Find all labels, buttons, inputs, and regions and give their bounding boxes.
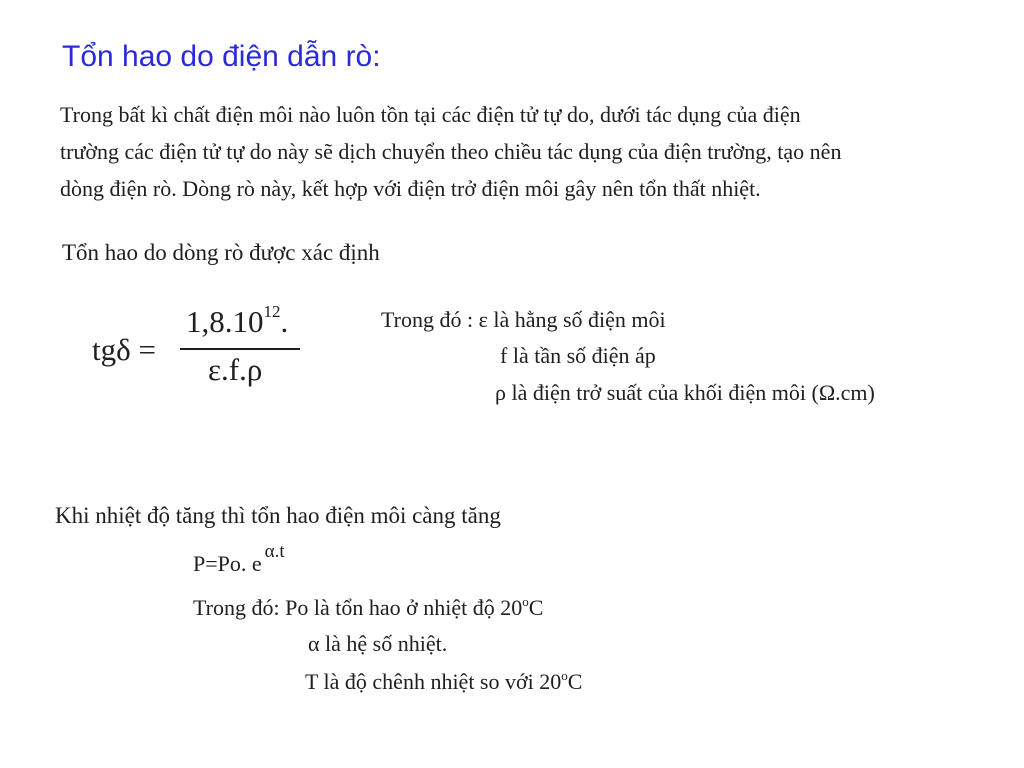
temperature-text: Khi nhiệt độ tăng thì tổn hao điện môi càng tăng bbox=[55, 503, 501, 528]
p-formula bbox=[193, 541, 285, 577]
formula-lhs: tgδ = bbox=[92, 332, 156, 367]
where2-po-unit: C bbox=[528, 595, 544, 620]
where1-line-eps bbox=[381, 307, 666, 333]
where2-po-text: Trong đó: Po là tổn hao ở nhiệt độ 20 bbox=[193, 595, 523, 620]
where2-t-degree: o bbox=[561, 668, 568, 683]
fraction-bar bbox=[180, 348, 300, 350]
where2-t-text: T là độ chênh nhiệt so với 20 bbox=[305, 669, 562, 694]
where1-eps: ε là hằng số điện môi bbox=[478, 307, 666, 332]
formula-numerator bbox=[186, 302, 288, 340]
paragraph-line-3: dòng điện rò. Dòng rò này, kết hợp với điện trở điện môi gây nên tổn thất nhiệt. bbox=[60, 176, 761, 201]
paragraph-line-2: trường các điện tử tự do này sẽ dịch chuyển theo chiều tác dụng của điện trường, tạo nên bbox=[60, 139, 842, 164]
formula-denominator: ε.f.ρ bbox=[208, 352, 263, 387]
numerator-base: 1,8.10 bbox=[186, 304, 264, 339]
where1-label: Trong đó : bbox=[381, 307, 474, 332]
where2-alpha: α là hệ số nhiệt. bbox=[308, 631, 448, 656]
numerator-tail: . bbox=[280, 304, 289, 339]
numerator-exponent: 12 bbox=[263, 302, 281, 321]
where1-f: f là tần số điện áp bbox=[500, 343, 656, 368]
formula-intro: Tổn hao do dòng rò được xác định bbox=[62, 240, 380, 265]
where2-t bbox=[305, 668, 582, 695]
where2-t-unit: C bbox=[567, 669, 583, 694]
p-formula-exponent: α.t bbox=[264, 541, 285, 562]
where2-po bbox=[193, 594, 543, 621]
intro-paragraph bbox=[60, 96, 1010, 207]
paragraph-line-1: Trong bất kì chất điện môi nào luôn tồn tại các điện tử tự do, dưới tác dụng của điện bbox=[60, 102, 801, 127]
where1-rho: ρ là điện trở suất của khối điện môi (Ω.cm) bbox=[495, 380, 875, 405]
formula-fraction bbox=[180, 300, 302, 400]
p-formula-base: P=Po. e bbox=[193, 551, 262, 576]
slide-title: Tổn hao do điện dẫn rò: bbox=[62, 40, 381, 73]
where2-po-degree: o bbox=[522, 594, 529, 609]
